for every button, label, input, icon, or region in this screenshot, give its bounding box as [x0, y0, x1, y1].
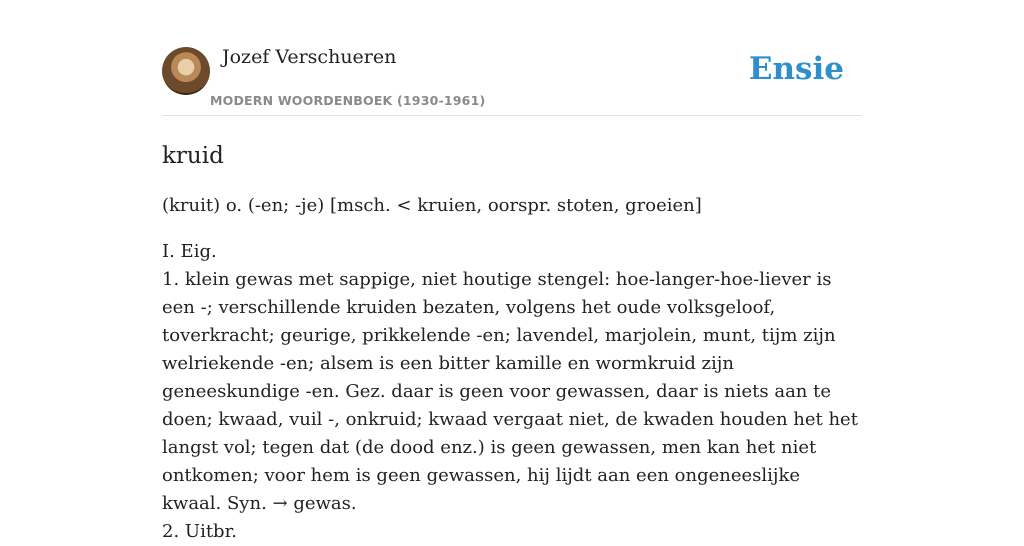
- source-label: MODERN WOORDENBOEK (1930-1961): [210, 93, 486, 108]
- etymology: (kruit) o. (-en; -je) [msch. < kruien, oorspr. stoten, groeien]: [162, 195, 702, 216]
- ensie-logo[interactable]: Ensie: [748, 51, 844, 87]
- entry-header: [162, 0, 862, 116]
- definition-body: [162, 238, 862, 546]
- headword: kruid: [162, 143, 224, 169]
- definition-line: I. Eig.: [162, 241, 217, 262]
- author-name[interactable]: Jozef Verschueren: [222, 46, 397, 68]
- definition-line: 1. klein gewas met sappige, niet houtige stengel: hoe-langer-hoe-liever is een -; verschillende kruiden bezaten, volgens het oude volksgeloof, toverkracht; geurige, prikkelende -en; lavendel, marjolein, munt, tijm zijn welriekende -en; alsem is een bitter kamille en wormkruid zijn geneeskundige -en. Gez. daar is geen voor gewassen, daar is niets aan te doen; kwaad, vuil -, onkruid; kwaad vergaat niet, de kwaden houden het het langst vol; tegen dat (de dood enz.) is geen gewassen, men kan het niet ontkomen; voor hem is geen gewassen, hij lijdt aan een ongeneeslijke kwaal. Syn. → gewas.: [162, 269, 858, 514]
- author-avatar[interactable]: [162, 47, 210, 95]
- entry-page: [162, 0, 862, 546]
- definition-line: 2. Uitbr.: [162, 521, 237, 542]
